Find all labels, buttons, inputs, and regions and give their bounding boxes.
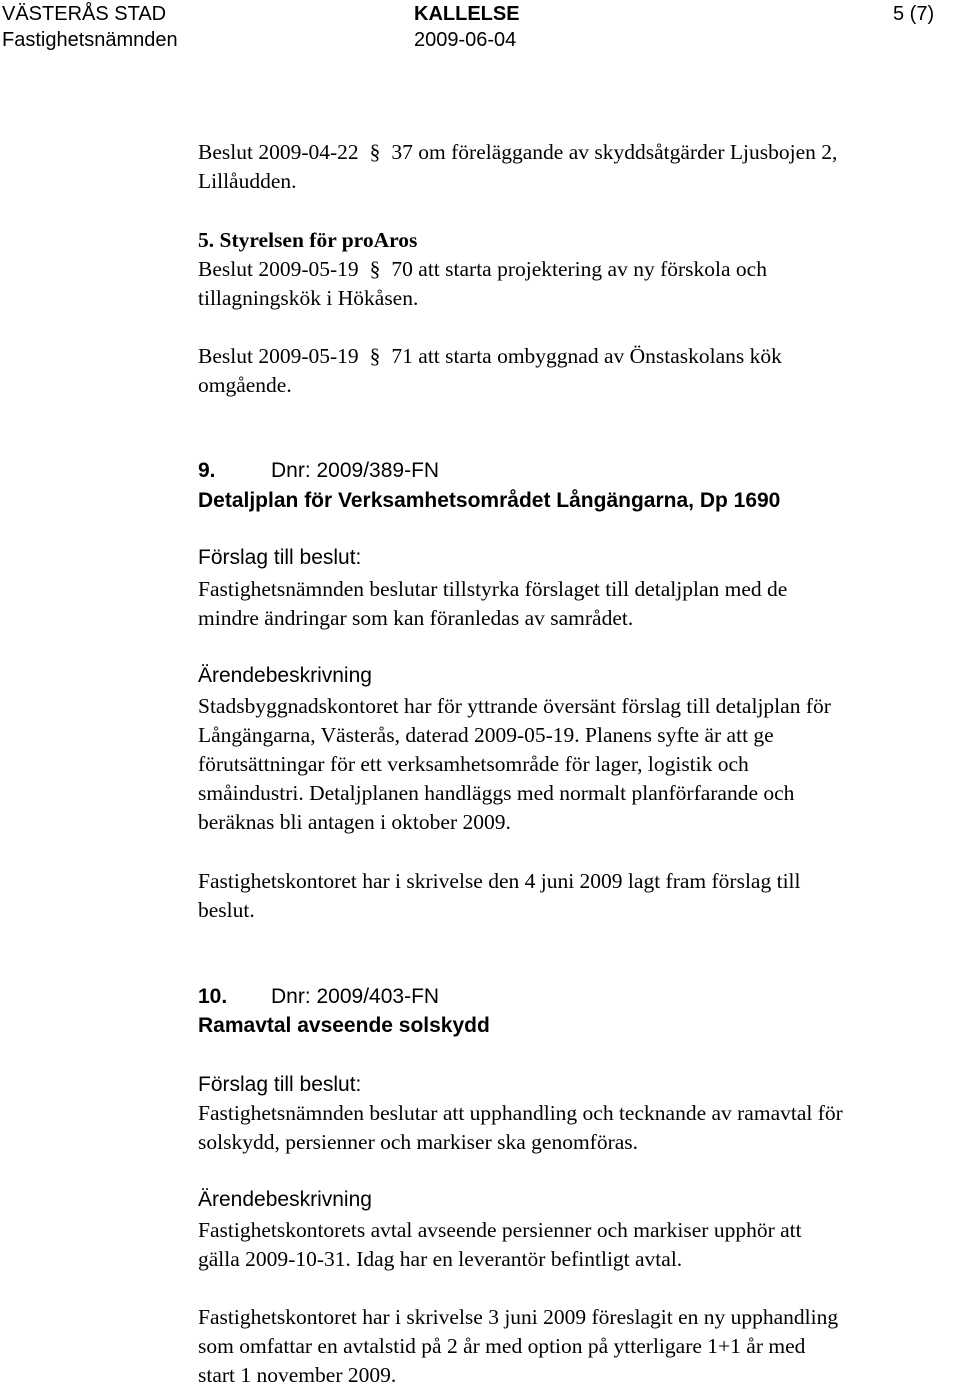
- decision-text: 70 att starta projektering av ny förskola och: [391, 257, 767, 281]
- description-text: Fastighetskontorets avtal avseende persienner och markiser upphör att: [198, 1218, 802, 1242]
- section-symbol: §: [369, 140, 381, 164]
- section-symbol: §: [369, 344, 381, 368]
- committee-name: Fastighetsnämnden: [2, 29, 178, 51]
- description-text: gälla 2009-10-31. Idag har en leverantör befintligt avtal.: [198, 1247, 683, 1271]
- item-heading: [198, 457, 439, 485]
- description-text: förutsättningar för ett verksamhetsområde för lager, logistik och: [198, 752, 749, 776]
- decision-text: 37 om föreläggande av skyddsåtgärder Ljusbojen 2,: [391, 140, 838, 164]
- decision-line: [198, 342, 782, 371]
- document-type: KALLELSE: [414, 3, 520, 25]
- proposal-heading: Förslag till beslut:: [198, 546, 362, 569]
- org-name: VÄSTERÅS STAD: [2, 3, 167, 25]
- office-text: Fastighetskontoret har i skrivelse 3 juni 2009 föreslagit en ny upphandling: [198, 1305, 839, 1329]
- decision-line: Lillåudden.: [198, 169, 297, 193]
- description-text: beräknas bli antagen i oktober 2009.: [198, 810, 511, 834]
- item-title: Ramavtal avseende solskydd: [198, 1014, 490, 1037]
- proposal-heading: Förslag till beslut:: [198, 1073, 362, 1096]
- description-text: småindustri. Detaljplanen handläggs med normalt planförfarande och: [198, 781, 795, 805]
- item-5-title: 5. Styrelsen för proAros: [198, 228, 418, 252]
- proposal-text: Fastighetsnämnden beslutar att upphandling och tecknande av ramavtal för: [198, 1101, 843, 1125]
- item-title: Detaljplan för Verksamhetsområdet Långängarna, Dp 1690: [198, 489, 781, 512]
- item-number: 9.: [198, 459, 216, 482]
- decision-text: Beslut 2009-04-22: [198, 140, 359, 164]
- dnr: Dnr: 2009/403-FN: [271, 985, 440, 1008]
- decision-line: [198, 255, 767, 284]
- decision-line: tillagningskök i Hökåsen.: [198, 286, 419, 310]
- decision-text: 71 att starta ombyggnad av Önstaskolans kök: [391, 344, 782, 368]
- meeting-date: 2009-06-04: [414, 29, 517, 51]
- description-heading: Ärendebeskrivning: [198, 664, 372, 687]
- proposal-text: Fastighetsnämnden beslutar tillstyrka förslaget till detaljplan med de: [198, 577, 788, 601]
- decision-line: omgående.: [198, 373, 292, 397]
- decision-text: Beslut 2009-05-19: [198, 344, 359, 368]
- description-text: Långängarna, Västerås, daterad 2009-05-19. Planens syfte är att ge: [198, 723, 774, 747]
- office-text: som omfattar en avtalstid på 2 år med option på ytterligare 1+1 år med: [198, 1334, 806, 1358]
- page-number: 5 (7): [893, 3, 935, 25]
- description-text: Stadsbyggnadskontoret har för yttrande översänt förslag till detaljplan för: [198, 694, 831, 718]
- description-heading: Ärendebeskrivning: [198, 1188, 372, 1211]
- office-text: beslut.: [198, 898, 255, 922]
- item-number: 10.: [198, 985, 228, 1008]
- proposal-text: mindre ändringar som kan föranledas av samrådet.: [198, 606, 634, 630]
- office-text: Fastighetskontoret har i skrivelse den 4 juni 2009 lagt fram förslag till: [198, 869, 801, 893]
- decision-line: [198, 138, 837, 167]
- dnr: Dnr: 2009/389-FN: [271, 459, 440, 482]
- office-text: start 1 november 2009.: [198, 1363, 397, 1387]
- proposal-text: solskydd, persienner och markiser ska genomföras.: [198, 1130, 639, 1154]
- section-symbol: §: [369, 257, 381, 281]
- item-heading: [198, 983, 439, 1011]
- decision-text: Beslut 2009-05-19: [198, 257, 359, 281]
